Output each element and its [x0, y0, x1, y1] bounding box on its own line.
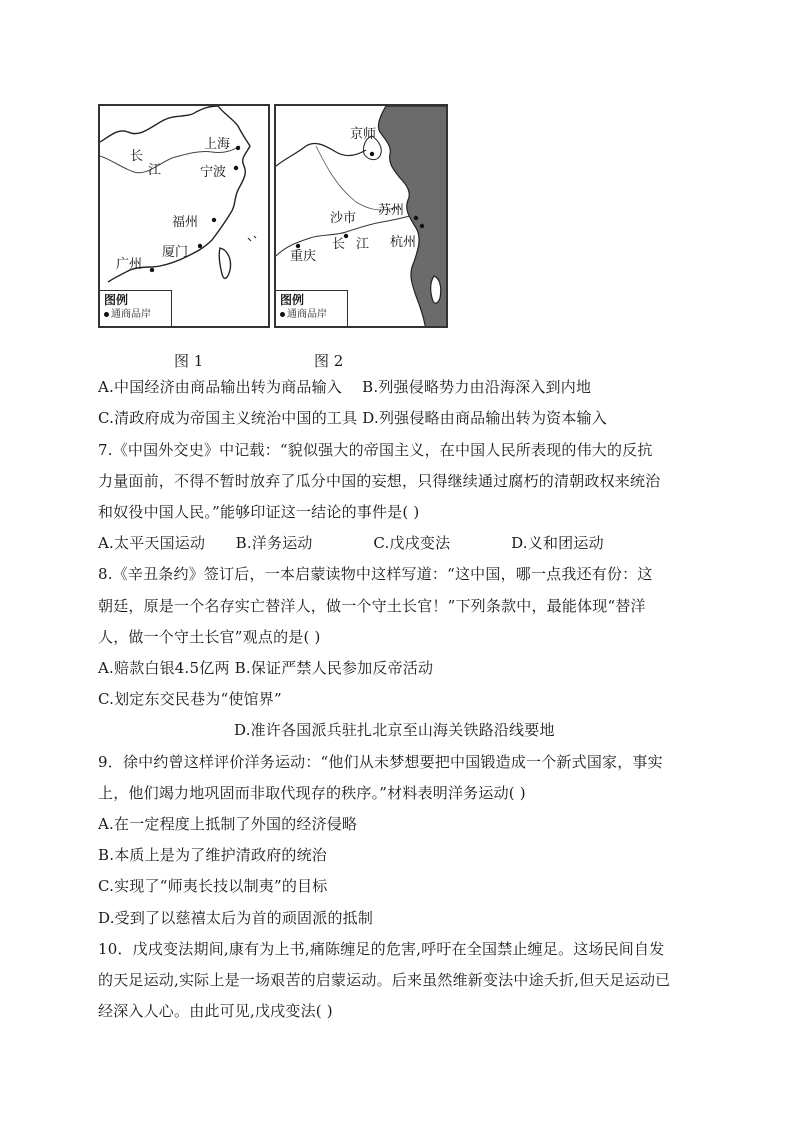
q8-options-ab: A.赔款白银4.5亿两 B.保证严禁人民参加反帝活动 — [98, 659, 434, 677]
label-shanghai: 上海 — [204, 137, 231, 152]
figure-1-caption: 图 1 — [174, 352, 204, 370]
label-guangzhou: 广州 — [116, 257, 143, 272]
legend-title: 图例 — [104, 293, 129, 307]
q8-option-d: D.准许各国派兵驻扎北京至山海关铁路沿线要地 — [234, 721, 555, 739]
q6-options-cd: C.清政府成为帝国主义统治中国的工具 D.列强侵略由商品输出转为资本输入 — [98, 409, 607, 427]
label-suzhou: 苏州 — [378, 203, 405, 218]
figure-2-map — [274, 104, 448, 328]
label-changjiang-2: 江 — [148, 163, 162, 178]
label-jingshi: 京师 — [350, 127, 377, 142]
label-ningbo: 宁波 — [200, 165, 227, 180]
q8-option-c: C.划定东交民巷为“使馆界” — [98, 690, 282, 708]
q7-options: A.太平天国运动 B.洋务运动 C.戊戌变法 D.义和团运动 — [98, 534, 604, 552]
figure-2-caption: 图 2 — [314, 352, 344, 370]
port-dot-icon — [104, 312, 109, 317]
q8-stem-line-1: 8.《辛丑条约》签订后，一本启蒙读物中这样写道：“这中国，哪一点我还有份：这 — [98, 565, 653, 583]
q9-option-d: D.受到了以慈禧太后为首的顽固派的抵制 — [98, 909, 374, 927]
q9-option-a: A.在一定程度上抵制了外国的经济侵略 — [98, 815, 358, 833]
figure-2-legend — [276, 290, 348, 326]
label-changjiang-1: 长 — [130, 149, 144, 164]
label-fuzhou: 福州 — [172, 215, 199, 230]
label-hangzhou: 杭州 — [390, 235, 417, 250]
q9-option-b: B.本质上是为了维护清政府的统治 — [98, 846, 327, 864]
legend-item — [104, 308, 171, 321]
q6-options-ab: A.中国经济由商品输出转为商品输入 B.列强侵略势力由沿海深入到内地 — [98, 378, 592, 396]
label-shashi: 沙市 — [330, 211, 357, 226]
label-xiamen: 厦门 — [162, 245, 189, 260]
legend-item-label: 通商品岸 — [287, 309, 327, 320]
legend-title: 图例 — [280, 293, 305, 307]
label-chang: 长 — [332, 237, 346, 252]
q9-stem-line-2: 上，他们竭力地巩固而非取代现存的秩序。”材料表明洋务运动( ) — [98, 784, 526, 802]
figure-1-map — [98, 104, 270, 328]
q7-stem-line-2: 力量面前，不得不暂时放弃了瓜分中国的妄想，只得继续通过腐朽的清朝政权来统治 — [98, 472, 661, 490]
q10-stem-line-3: 经深入人心。由此可见,戊戌变法( ) — [98, 1002, 333, 1020]
label-chongqing: 重庆 — [290, 249, 317, 264]
q10-stem-line-2: 的天足运动,实际上是一场艰苦的启蒙运动。后来虽然维新变法中途夭折,但天足运动已 — [98, 971, 671, 989]
q10-stem-line-1: 10．戊戌变法期间,康有为上书,痛陈缠足的危害,呼吁在全国禁止缠足。这场民间自发 — [98, 940, 665, 958]
q9-stem-line-1: 9．徐中约曾这样评价洋务运动：“他们从未梦想要把中国锻造成一个新式国家，事实 — [98, 753, 663, 771]
q9-option-c: C.实现了“师夷长技以制夷”的目标 — [98, 877, 328, 895]
q8-stem-line-3: 人，做一个守土长官”观点的是( ) — [98, 628, 321, 646]
legend-item — [280, 308, 347, 321]
q7-stem-line-1: 7.《中国外交史》中记载：“貌似强大的帝国主义，在中国人民所表现的伟大的反抗 — [98, 441, 653, 459]
q7-stem-line-3: 和奴役中国人民。”能够印证这一结论的事件是( ) — [98, 503, 420, 521]
figure-1-legend — [100, 290, 172, 326]
legend-item-label: 通商品岸 — [111, 309, 151, 320]
port-dot-icon — [280, 312, 285, 317]
label-jiang: 江 — [356, 237, 370, 252]
q8-stem-line-2: 朝廷，原是一个名存实亡替洋人，做一个守土长官！”下列条款中，最能体现“替洋 — [98, 597, 646, 615]
